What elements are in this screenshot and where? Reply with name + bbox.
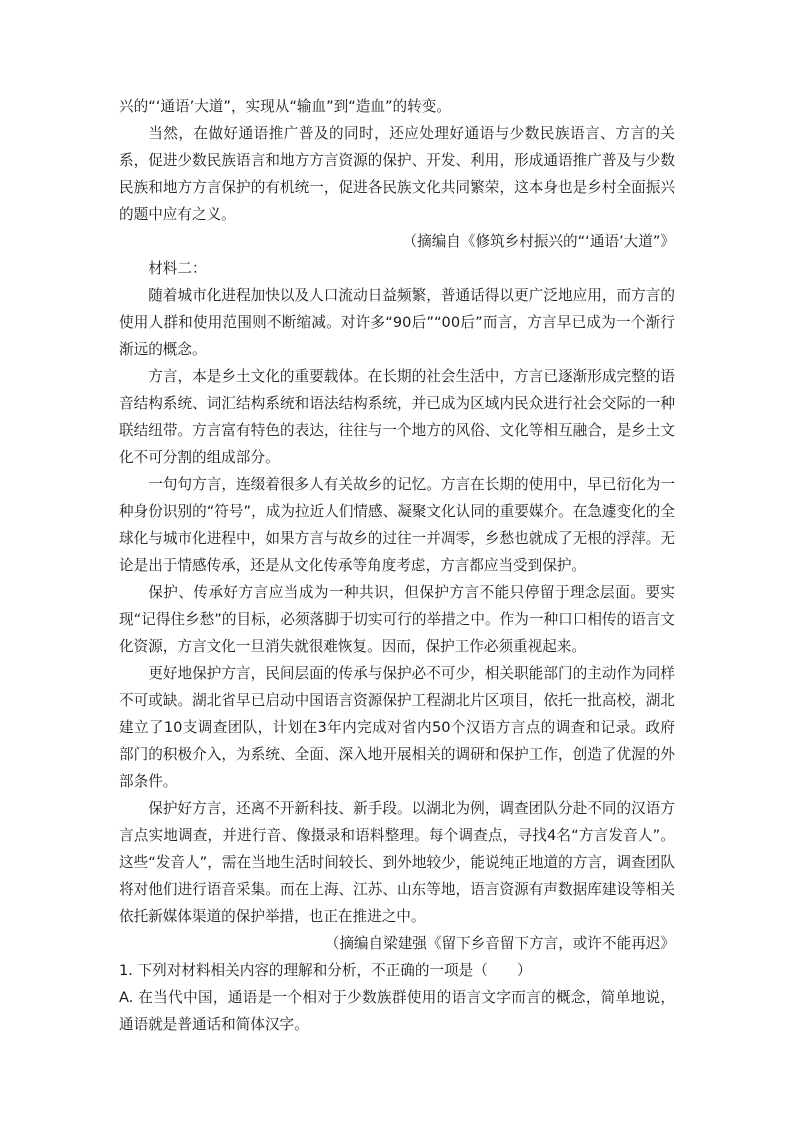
source-citation-2: （摘编自梁建强《留下乡音留下方言，或许不能再迟》 bbox=[324, 935, 675, 952]
material2-paragraph: 保护好方言，还离不开新科技、新手段。以湖北为例，调查团队分赴不同的汉语方言点实地调查，并进行音、像摄录和语料整理。每个调查点，寻找4名“方言发音人”。这些“发音人”，需在当地生活时间较长、到外地较少，能说纯正地道的方言，调查团队将对他们进行语音采集。而在上海、江苏、山东等地，语言资源有声数据库建设等相关依托新媒体渠道的保护举措，也正在推进之中。 bbox=[119, 800, 675, 925]
material2-heading: 材料二： bbox=[148, 260, 207, 277]
paragraph-continuation: 兴的“‘通语’大道”，实现从“输血”到“造血”的转变。 bbox=[119, 98, 451, 115]
material2-paragraph: 方言，本是乡土文化的重要载体。在长期的社会生活中，方言已逐渐形成完整的语音结构系统、词汇结构系统和语法结构系统，并已成为区域内民众进行社会交际的一种联结纽带。方言富有特色的表达，往往与一个地方的风俗、文化等相互融合，是乡土文化不可分割的组成部分。 bbox=[119, 368, 675, 466]
material2-paragraph: 一句句方言，连缀着很多人有关故乡的记忆。方言在长期的使用中，早已衍化为一种身份识别的“符号”，成为拉近人们情感、凝聚文化认同的重要媒介。在急遽变化的全球化与城市化进程中，如果方言与故乡的过往一并凋零，乡愁也就成了无根的浮萍。无论是出于情感传承，还是从文化传承等角度考虑，方言都应当受到保护。 bbox=[119, 476, 675, 574]
material2-paragraph: 更好地保护方言，民间层面的传承与保护必不可少，相关职能部门的主动作为同样不可或缺。湖北省早已启动中国语言资源保护工程湖北片区项目，依托一批高校，湖北建立了10支调查团队，计划在3年内完成对省内50个汉语方言点的调查和记录。政府部门的积极介入，为系统、全面、深入地开展相关的调研和保护工作，创造了优渥的外部条件。 bbox=[119, 665, 675, 790]
question-option-a: A. 在当代中国，通语是一个相对于少数族群使用的语言文字而言的概念，简单地说，通语就是普通话和简体汉字。 bbox=[119, 989, 675, 1033]
document-page bbox=[119, 93, 675, 1038]
question-text: 下列对材料相关内容的理解和分析，不正确的一项是（ ） bbox=[137, 962, 532, 979]
material2-paragraph: 随着城市化进程加快以及人口流动日益频繁，普通话得以更广泛地应用，而方言的使用人群和使用范围则不断缩减。对许多“90后”“00后”而言，方言早已成为一个渐行渐远的概念。 bbox=[119, 287, 675, 358]
source-citation-1: （摘编自《修筑乡村振兴的“‘通语’大道”》 bbox=[402, 233, 675, 250]
paragraph-tongyu-relation: 当然，在做好通语推广普及的同时，还应处理好通语与少数民族语言、方言的关系，促进少数民族语言和地方方言资源的保护、开发、利用，形成通语推广普及与少数民族和地方方言保护的有机统一，促进各民族文化共同繁荣，这本身也是乡村全面振兴的题中应有之义。 bbox=[119, 125, 675, 223]
question-stem bbox=[119, 957, 675, 984]
question-number: 1. bbox=[119, 962, 133, 979]
material2-paragraph: 保护、传承好方言应当成为一种共识，但保护方言不能只停留于理念层面。要实现“记得住乡愁”的目标，必须落脚于切实可行的举措之中。作为一种口口相传的语言文化资源，方言文化一旦消失就很难恢复。因而，保护工作必须重视起来。 bbox=[119, 584, 675, 655]
